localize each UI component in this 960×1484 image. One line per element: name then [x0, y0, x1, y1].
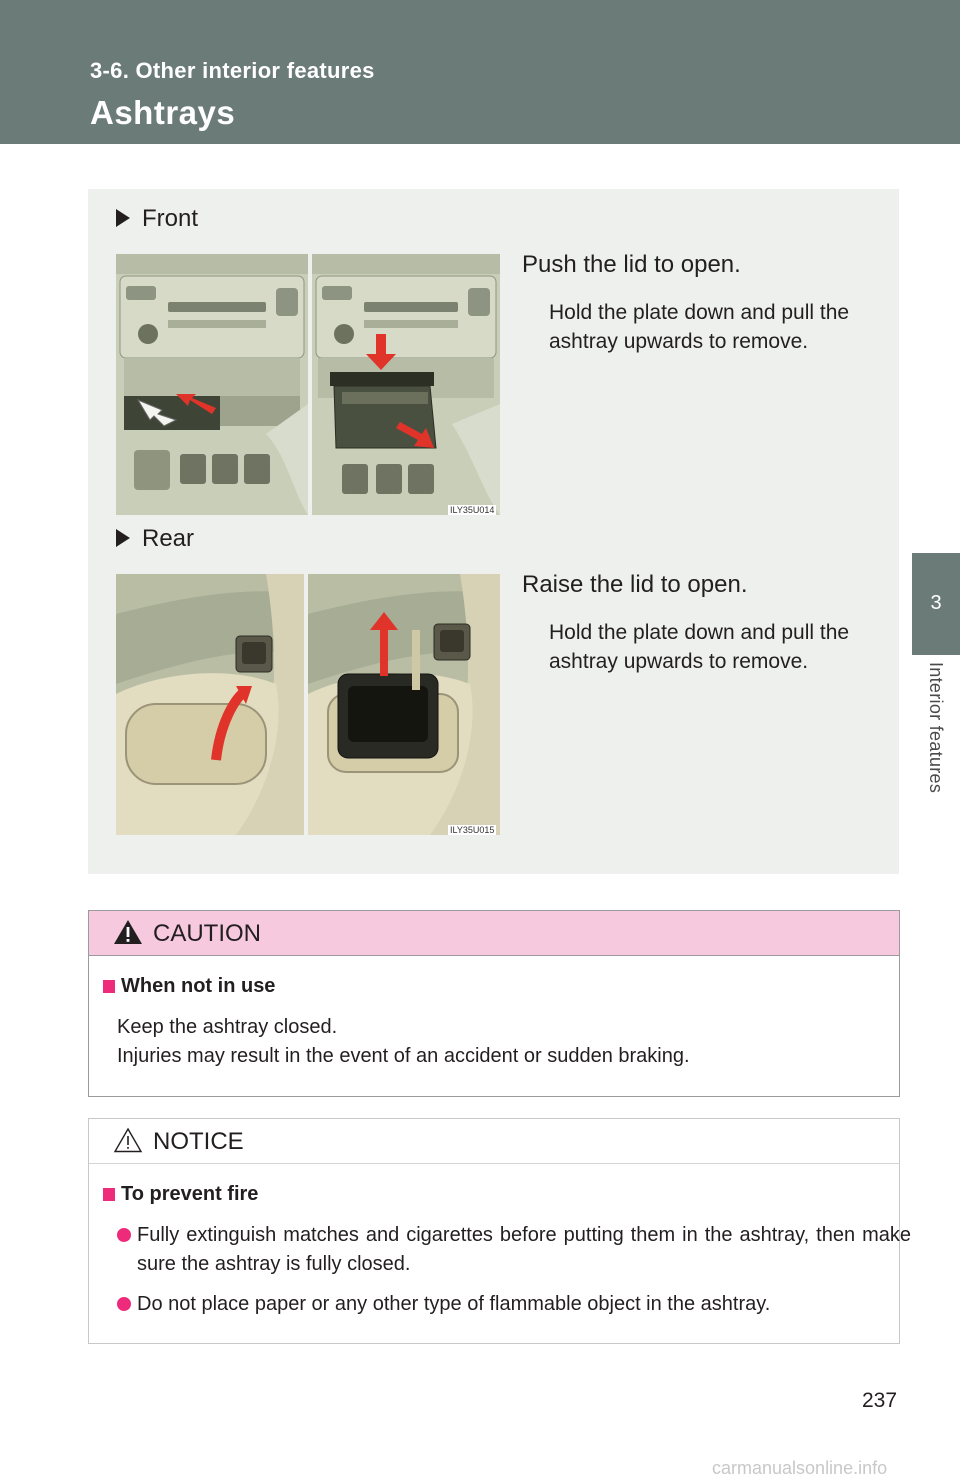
caution-label: CAUTION: [153, 920, 261, 947]
notice-box: [88, 1118, 911, 1344]
chapter-tab-label: Interior features: [926, 662, 946, 794]
notice-bullet: Do not place paper or any other type of flammable object in the ashtray.: [117, 1290, 911, 1319]
square-bullet-icon: [103, 980, 115, 993]
notice-header: [89, 1119, 899, 1164]
rear-image-code: ILY35U015: [450, 825, 495, 835]
notice-label: NOTICE: [153, 1128, 244, 1155]
rear-heading: Rear: [116, 525, 194, 553]
warning-outline-icon: [113, 1127, 143, 1158]
chapter-header: [0, 0, 960, 144]
caution-subheading: When not in use: [103, 975, 275, 998]
front-photo-open-lid: [116, 254, 308, 515]
caution-header: [89, 911, 899, 956]
rear-step: Raise the lid to open.: [522, 571, 748, 598]
section-title: 3-6. Other interior features: [90, 58, 375, 83]
page-number: 237: [862, 1389, 898, 1412]
watermark: carmanualsonline.info: [712, 1458, 888, 1478]
page-title: Ashtrays: [90, 94, 236, 131]
caution-text: Keep the ashtray closed. Injuries may result in the event of an accident or sudden braking.: [117, 1016, 690, 1067]
rear-photo-open-lid: [116, 574, 304, 835]
round-bullet-icon: [117, 1228, 131, 1242]
front-image-code: ILY35U014: [450, 505, 495, 515]
front-photo-remove-ashtray: [312, 254, 500, 515]
rear-substep: Hold the plate down and pull the ashtray upwards to remove.: [549, 621, 850, 673]
front-step: Push the lid to open.: [522, 251, 741, 278]
triangle-bullet-icon: [116, 209, 130, 227]
notice-subheading: To prevent fire: [103, 1183, 258, 1206]
round-bullet-icon: [117, 1297, 131, 1311]
caution-box: [88, 910, 900, 1097]
warning-icon: [113, 919, 143, 950]
triangle-bullet-icon: [116, 529, 130, 547]
notice-bullet: Fully extinguish matches and cigarettes before putting them in the ashtray, then make sure the ashtray is fully closed.: [117, 1221, 911, 1279]
square-bullet-icon: [103, 1188, 115, 1201]
front-substep: Hold the plate down and pull the ashtray upwards to remove.: [549, 301, 850, 353]
chapter-tab[interactable]: 3: [912, 553, 960, 655]
rear-photo-remove-ashtray: [308, 574, 500, 835]
front-heading: Front: [116, 205, 198, 233]
